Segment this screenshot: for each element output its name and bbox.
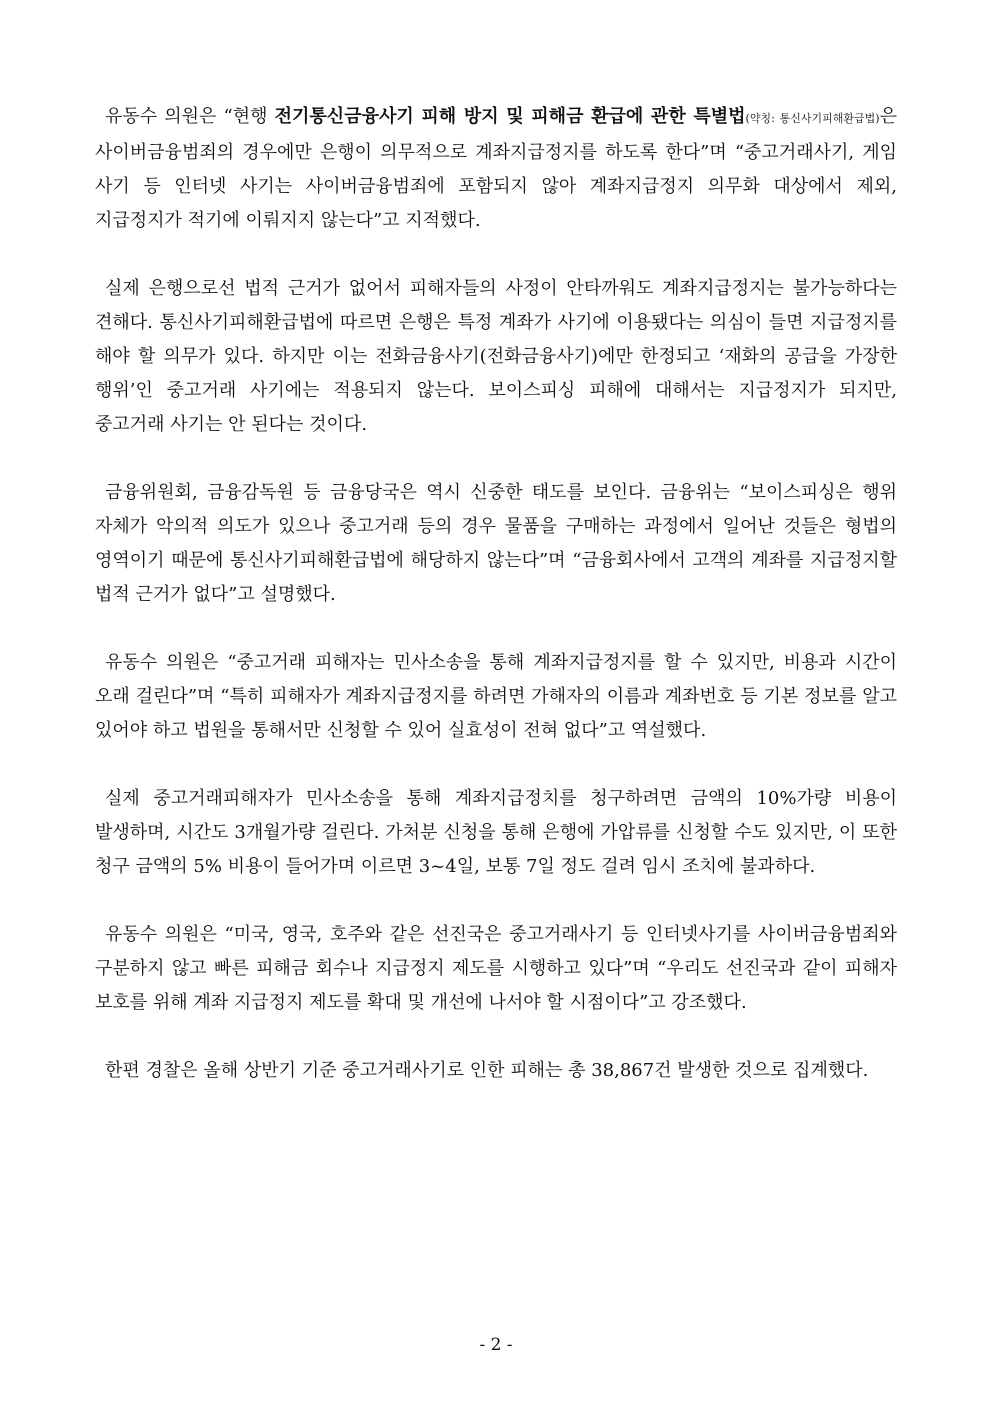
paragraph-6: 유동수 의원은 “미국, 영국, 호주와 같은 선진국은 중고거래사기 등 인터넷사기를 사이버금융범죄와 구분하지 않고 빠른 피해금 회수나 지급정지 제도를 시행하고 있다”며 “우리도 선진국과 같이 피해자 보호를 위해 계좌 지급정지 제도를 확대 및 개선에 나서야 할 시점이다”고 강조했다. [95, 924, 897, 1013]
law-abbr-paren: ( [745, 112, 750, 125]
document-body [95, 100, 897, 1122]
paragraph-1-lead: 유동수 의원은 “현행 [105, 106, 275, 127]
paragraph-2: 실제 은행으로선 법적 근거가 없어서 피해자들의 사정이 안타까워도 계좌지급정지는 불가능하다는 견해다. 통신사기피해환급법에 따르면 은행은 특정 계좌가 사기에 이용됐다는 의심이 들면 지급정지를 해야 할 의무가 있다. 하지만 이는 전화금융사기(전화금융사기)에만 한정되고 ‘재화의 공급을 가장한 행위’인 중고거래 사기에는 적용되지 않는다. 보이스피싱 피해에 대해서는 지급정지가 되지만, 중고거래 사기는 안 된다는 것이다. [95, 278, 897, 435]
law-abbreviation: 약칭: 통신사기피해환급법) [749, 112, 880, 125]
paragraph-1-rest: 은 사이버금융범죄의 경우에만 은행이 의무적으로 계좌지급정지를 하도록 한다”며 “중고거래사기, 게임 사기 등 인터넷 사기는 사이버금융범죄에 포함되지 않아 계좌지급정지 의무화 대상에서 제외, 지급정지가 적기에 이뤄지지 않는다”고 지적했다. [95, 106, 897, 231]
paragraph-3: 금융위원회, 금융감독원 등 금융당국은 역시 신중한 태도를 보인다. 금융위는 “보이스피싱은 행위 자체가 악의적 의도가 있으나 중고거래 등의 경우 물품을 구매하는 과정에서 일어난 것들은 형법의 영역이기 때문에 통신사기피해환급법에 해당하지 않는다”며 “금융회사에서 고객의 계좌를 지급정지할 법적 근거가 없다”고 설명했다. [95, 482, 897, 605]
law-title: 전기통신금융사기 피해 방지 및 피해금 환급에 관한 특별법 [274, 106, 746, 127]
paragraph-1 [95, 100, 897, 238]
paragraph-5: 실제 중고거래피해자가 민사소송을 통해 계좌지급정치를 청구하려면 금액의 10%가량 비용이 발생하며, 시간도 3개월가량 걸린다. 가처분 신청을 통해 은행에 가압류를 신청할 수도 있지만, 이 또한 청구 금액의 5% 비용이 들어가며 이르면 3~4일, 보통 7일 정도 걸려 임시 조치에 불과하다. [95, 788, 897, 877]
paragraph-4: 유동수 의원은 “중고거래 피해자는 민사소송을 통해 계좌지급정지를 할 수 있지만, 비용과 시간이 오래 걸린다”며 “특히 피해자가 계좌지급정지를 하려면 가해자의 이름과 계좌번호 등 기본 정보를 알고 있어야 하고 법원을 통해서만 신청할 수 있어 실효성이 전혀 없다”고 역설했다. [95, 652, 897, 741]
page-number: - 2 - [479, 1335, 513, 1355]
paragraph-7: 한편 경찰은 올해 상반기 기준 중고거래사기로 인한 피해는 총 38,867건 발생한 것으로 집계했다. [105, 1060, 869, 1081]
